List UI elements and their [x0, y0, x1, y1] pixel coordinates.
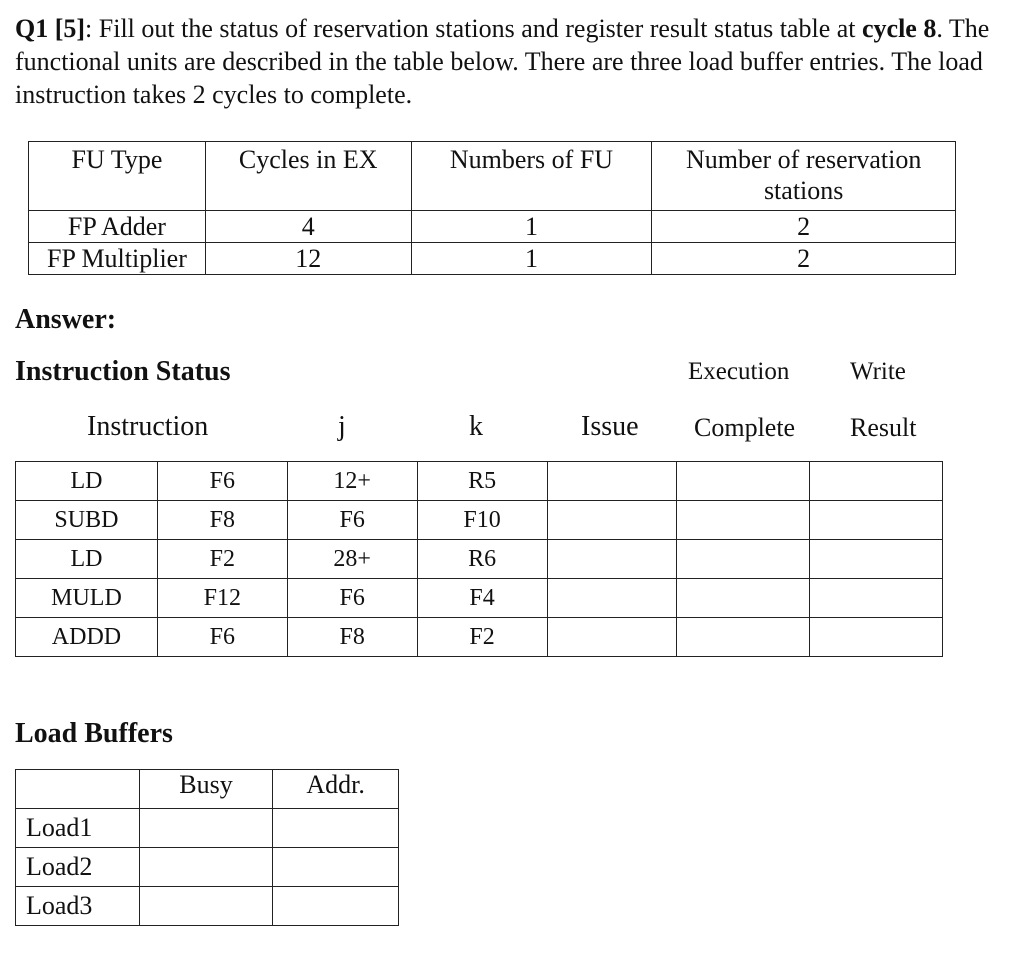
fu-cell: 4 [205, 211, 411, 243]
load-buffer-name: Load3 [16, 887, 140, 926]
load-buffer-header-busy: Busy [139, 770, 273, 809]
fu-table [28, 141, 956, 275]
instr-k-cell: R6 [417, 540, 547, 579]
load-buffer-header-addr: Addr. [273, 770, 399, 809]
instr-op-cell: LD [16, 540, 158, 579]
instr-dest-cell: F12 [157, 579, 287, 618]
instr-j-cell: 28+ [287, 540, 417, 579]
fu-cell: FP Multiplier [29, 243, 206, 275]
fu-cell: 1 [411, 243, 652, 275]
table-row [16, 579, 943, 618]
load-buffer-busy-cell[interactable] [139, 809, 273, 848]
load-buffer-header-row [16, 770, 399, 809]
instr-j-cell: F6 [287, 579, 417, 618]
load-buffer-header-blank [16, 770, 140, 809]
exec-complete-cell[interactable] [677, 618, 810, 657]
instr-k-cell: R5 [417, 462, 547, 501]
fu-table-header-row [29, 142, 956, 211]
load-buffer-name: Load2 [16, 848, 140, 887]
question-label: Q1 [5] [15, 14, 86, 43]
instr-dest-cell: F6 [157, 462, 287, 501]
question-cycle-word: cycle [862, 14, 917, 43]
exec-complete-cell[interactable] [677, 540, 810, 579]
fu-header-count: Numbers of FU [411, 142, 652, 211]
fu-table-row [29, 211, 956, 243]
execution-header-line2: Complete [694, 413, 796, 442]
instruction-status-table [15, 461, 943, 657]
issue-cell[interactable] [547, 618, 677, 657]
table-row [16, 887, 399, 926]
fu-cell: 2 [652, 211, 956, 243]
table-row [16, 848, 399, 887]
table-row [16, 540, 943, 579]
instr-j-cell: F8 [287, 618, 417, 657]
write-result-cell[interactable] [810, 540, 943, 579]
exec-complete-cell[interactable] [677, 579, 810, 618]
write-header-line2: Result [850, 413, 917, 442]
instr-k-cell: F10 [417, 501, 547, 540]
load-buffer-addr-cell[interactable] [273, 848, 399, 887]
execution-header-line1: Execution [688, 358, 790, 385]
instr-j-cell: 12+ [287, 462, 417, 501]
instr-op-cell: LD [16, 462, 158, 501]
exec-complete-cell[interactable] [677, 462, 810, 501]
j-header: j [338, 411, 346, 442]
instr-dest-cell: F8 [157, 501, 287, 540]
question-text-part1: : Fill out the status of reservation stations and register result status table at [85, 14, 862, 43]
instr-op-cell: SUBD [16, 501, 158, 540]
load-buffer-addr-cell[interactable] [273, 809, 399, 848]
issue-cell[interactable] [547, 540, 677, 579]
issue-cell[interactable] [547, 462, 677, 501]
exec-complete-cell[interactable] [677, 501, 810, 540]
instr-op-cell: ADDD [16, 618, 158, 657]
instruction-header: Instruction [87, 411, 209, 442]
fu-table-row [29, 243, 956, 275]
write-header-line1: Write [850, 358, 906, 385]
load-buffers-heading: Load Buffers [15, 718, 173, 749]
fu-header-type: FU Type [29, 142, 206, 211]
load-buffer-name: Load1 [16, 809, 140, 848]
issue-header: Issue [581, 411, 639, 442]
fu-header-stations: Number of reservation stations [652, 142, 956, 211]
table-row [16, 501, 943, 540]
write-result-cell[interactable] [810, 579, 943, 618]
write-result-cell[interactable] [810, 462, 943, 501]
table-row [16, 462, 943, 501]
instr-dest-cell: F2 [157, 540, 287, 579]
fu-cell: 1 [411, 211, 652, 243]
load-buffers-table [15, 769, 399, 926]
k-header: k [469, 411, 483, 442]
instr-dest-cell: F6 [157, 618, 287, 657]
question-text [15, 12, 1005, 111]
table-row [16, 618, 943, 657]
instr-k-cell: F4 [417, 579, 547, 618]
instr-op-cell: MULD [16, 579, 158, 618]
instruction-status-heading: Instruction Status [15, 356, 231, 387]
fu-header-cycles: Cycles in EX [205, 142, 411, 211]
write-result-cell[interactable] [810, 618, 943, 657]
load-buffer-addr-cell[interactable] [273, 887, 399, 926]
load-buffer-busy-cell[interactable] [139, 848, 273, 887]
issue-cell[interactable] [547, 579, 677, 618]
fu-cell: 2 [652, 243, 956, 275]
question-cycle-number: 8 [923, 14, 937, 43]
instr-k-cell: F2 [417, 618, 547, 657]
fu-cell: 12 [205, 243, 411, 275]
answer-heading: Answer: [15, 304, 117, 335]
instr-j-cell: F6 [287, 501, 417, 540]
write-result-cell[interactable] [810, 501, 943, 540]
question-text-part2: . The functional units are described in the table below. There are three load buffer entries. The load instruction takes 2 cycles to complete. [15, 14, 990, 109]
table-row [16, 809, 399, 848]
load-buffer-busy-cell[interactable] [139, 887, 273, 926]
issue-cell[interactable] [547, 501, 677, 540]
fu-cell: FP Adder [29, 211, 206, 243]
